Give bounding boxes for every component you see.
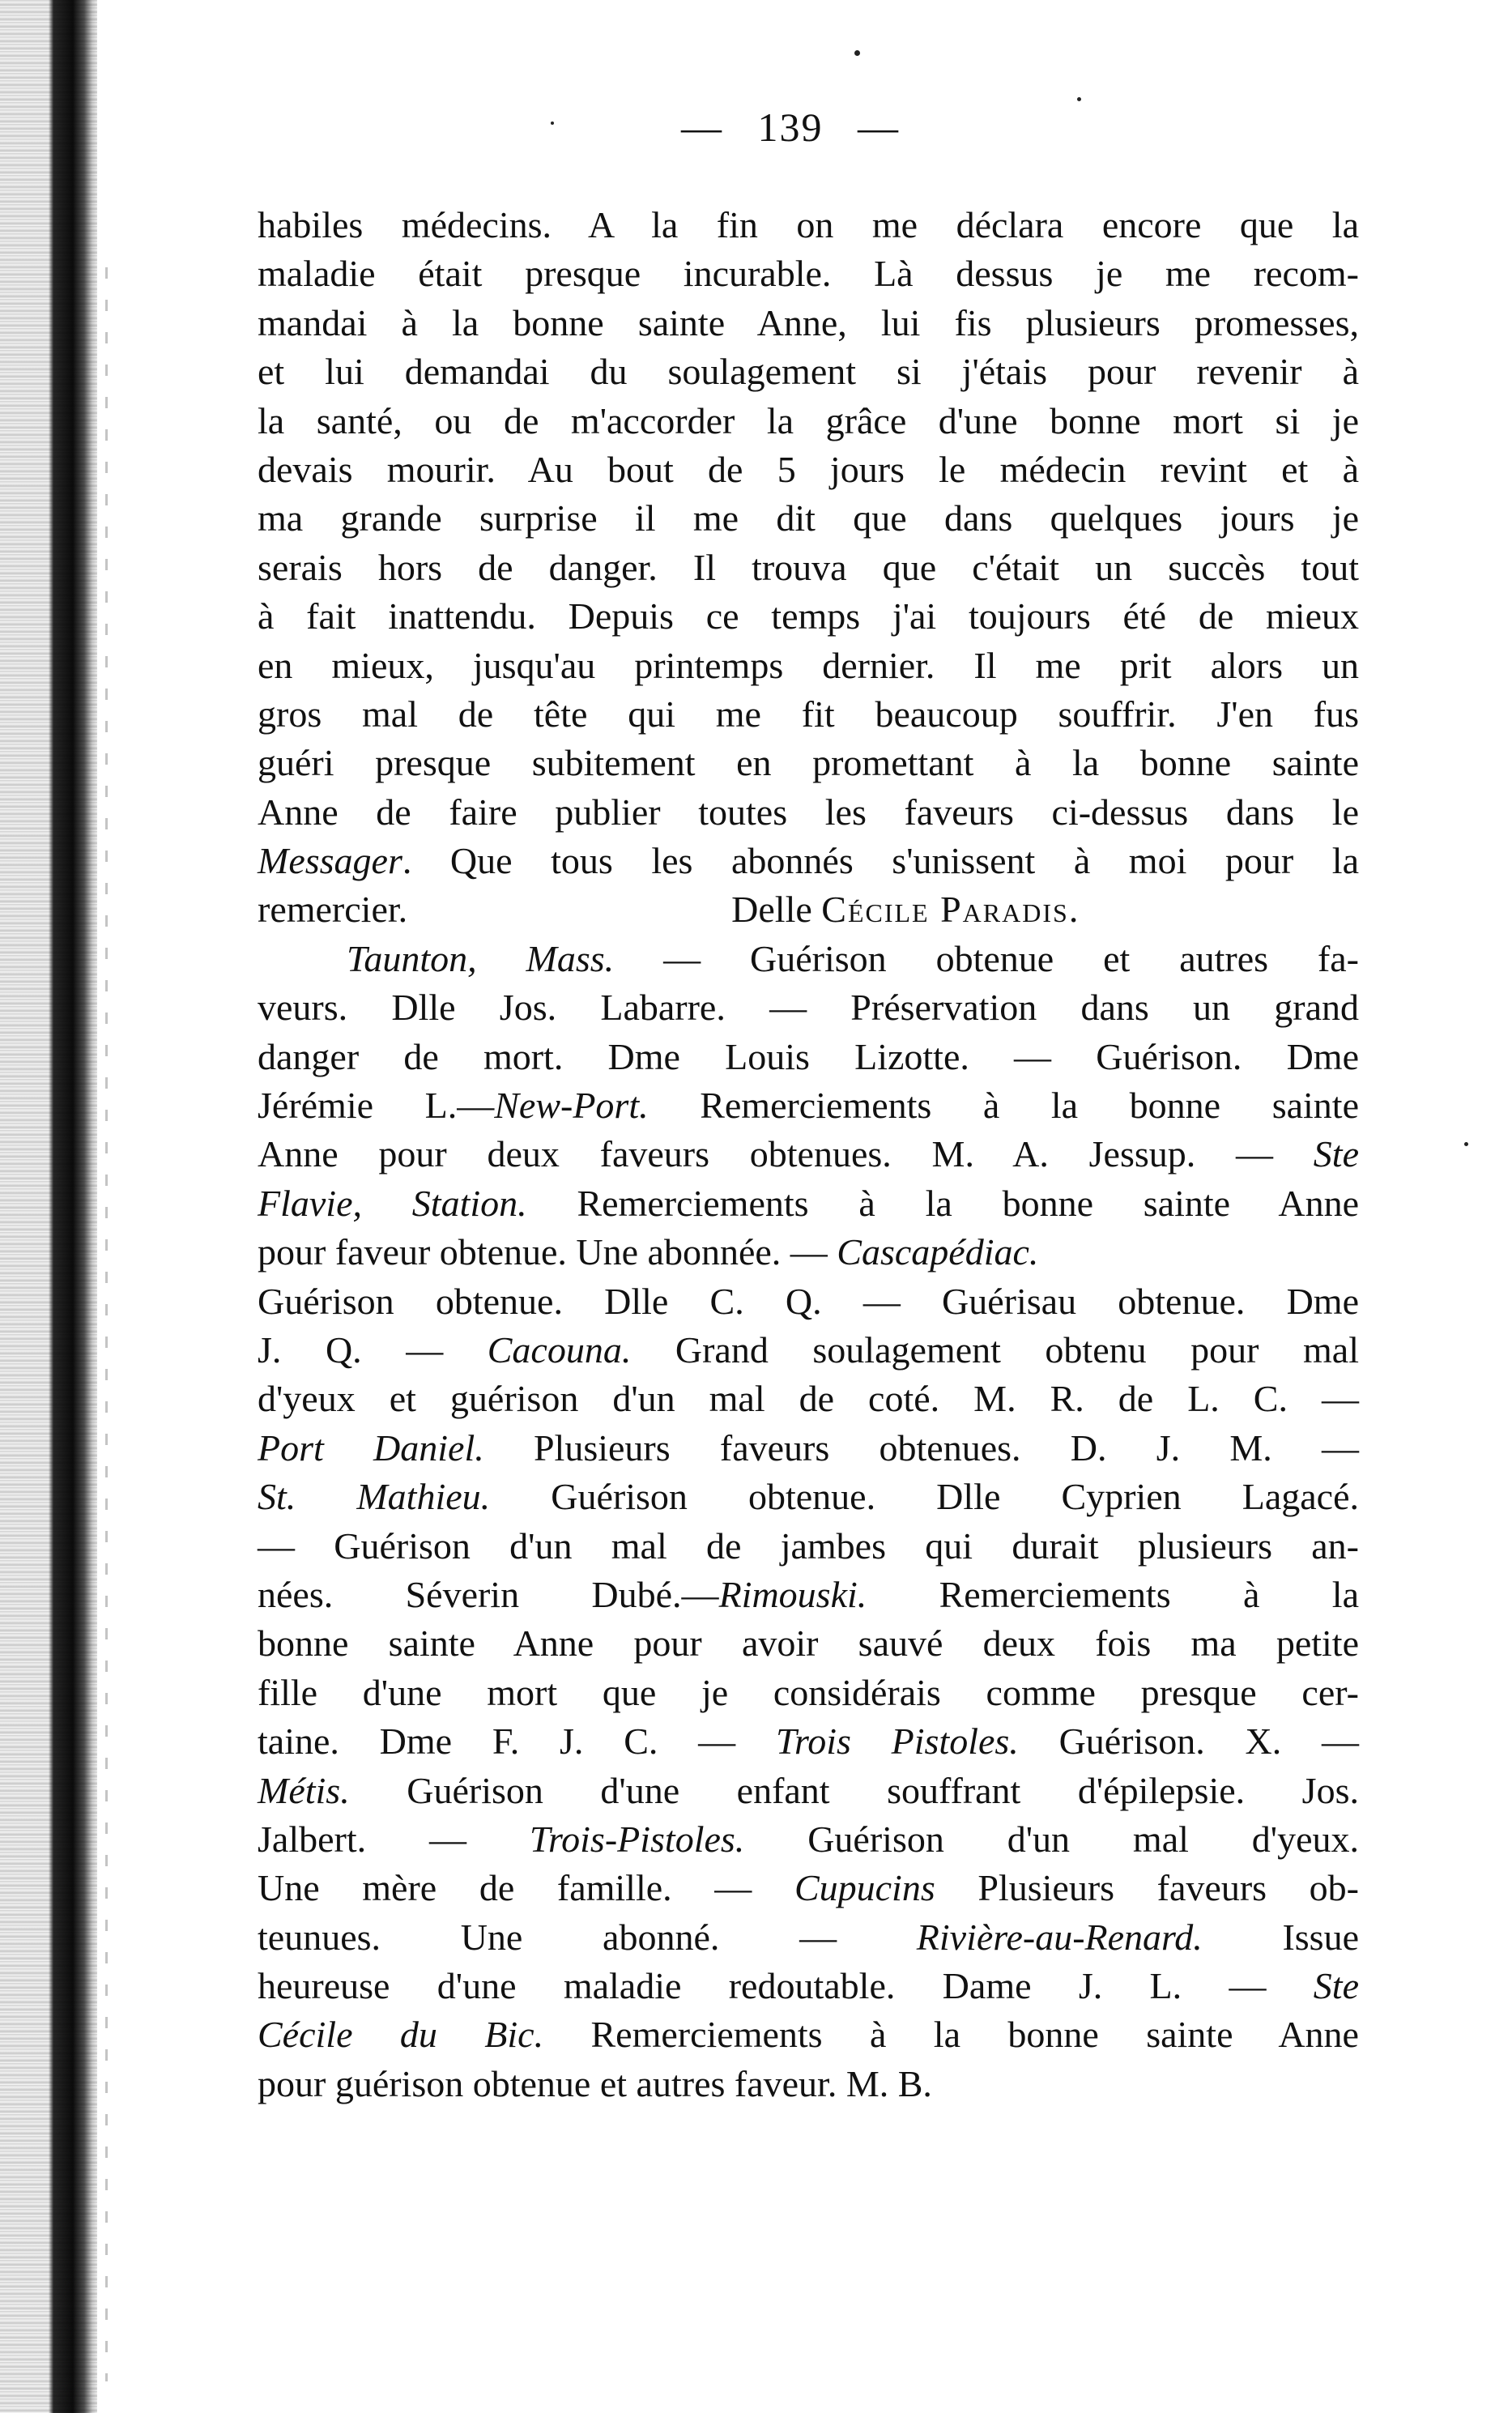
text-line: Jérémie L.—New-Port. Remerciements à la bonne sainte [258,1085,1359,1127]
text-line: devais mourir. Au bout de 5 jours le médecin revint et à [258,448,1359,490]
text-line: Une mère de famille. — Cupucins Plusieurs faveurs ob- [258,1867,1359,1909]
text-line: Jalbert. — Trois-Pistoles. Guérison d'un mal d'yeux. [258,1818,1359,1860]
text-line: Flavie, Station. Remerciements à la bonne sainte Anne [258,1182,1359,1224]
place-name: Cupucins [794,1867,935,1909]
page-number-dash-left: — [681,104,723,150]
text-line: danger de mort. Dme Louis Lizotte. — Guérison. Dme [258,1035,1359,1077]
ink-speck [1077,97,1081,101]
text-line: Métis. Guérison d'une enfant souffrant d'épilepsie. Jos. [258,1769,1359,1811]
text-line: J. Q. — Cacouna. Grand soulagement obtenu pour mal [258,1328,1359,1371]
signature-name: Cécile Paradis [821,889,1069,931]
text-line: maladie était presque incurable. Là dessus je me recom- [258,253,1359,295]
text-line: gros mal de tête qui me fit beaucoup souffrir. J'en fus [258,693,1359,735]
place-name: St. Mathieu. [258,1476,491,1518]
place-name: Trois Pistoles. [775,1720,1019,1763]
ink-speck [1464,1142,1468,1146]
text-line: pour faveur obtenue. Une abonnée. — Cascapédiac. [258,1231,1039,1273]
text-line: fille d'une mort que je considérais comme presque cer- [258,1671,1359,1713]
place-name: Trois-Pistoles. [529,1818,745,1860]
page-number [0,104,1512,151]
text-line: Taunton, Mass. — Guérison obtenue et autres fa- [347,937,1360,979]
place-name: Métis. [258,1769,350,1811]
place-name: Cascapédiac. [837,1231,1039,1273]
text-line: en mieux, jusqu'au printemps dernier. Il me prit alors un [258,644,1359,686]
text-line: et lui demandai du soulagement si j'étais pour revenir à [258,351,1359,393]
place-name: Ste [1313,1133,1359,1175]
page-body-text [258,201,1359,2108]
place-name: Ste [1313,1965,1359,2007]
text-line: habiles médecins. A la fin on me déclara encore que la [258,204,1359,245]
text-line: Cécile du Bic. Remerciements à la bonne sainte Anne [258,2014,1359,2056]
place-name: Taunton, Mass. [347,937,615,979]
text-line: teunues. Une abonné. — Rivière-au-Renard. Issue [258,1916,1359,1958]
page-number-dash-right: — [858,104,900,150]
text-line: Anne de faire publier toutes les faveurs ci-dessus dans le [258,791,1359,833]
place-name: Port Daniel. [258,1426,484,1469]
text-line: d'yeux et guérison d'un mal de coté. M. R. de L. C. — [258,1378,1359,1420]
place-name: Cacouna. [487,1328,632,1371]
place-name: Cécile du Bic. [258,2014,544,2056]
text-line: — Guérison d'un mal de jambes qui durait plusieurs an- [258,1524,1359,1567]
text-line: la santé, ou de m'accorder la grâce d'une bonne mort si je [258,399,1359,441]
text-line-last: pour guérison obtenue et autres faveur. M. B. [258,2062,932,2104]
place-name: Flavie, Station. [258,1182,527,1224]
text-line: bonne sainte Anne pour avoir sauvé deux fois ma petite [258,1622,1359,1665]
place-name: Rimouski. [718,1573,867,1615]
text-line: St. Mathieu. Guérison obtenue. Dlle Cyprien Lagacé. [258,1476,1360,1518]
text-line: Port Daniel. Plusieurs faveurs obtenues. D. J. M. — [258,1426,1359,1469]
text-line: guéri presque subitement en promettant à la bonne sainte [258,742,1359,784]
place-name: New-Port. [494,1085,649,1127]
text-line: serais hors de danger. Il trouva que c'était un succès tout [258,546,1359,588]
book-spine-shadow [0,0,97,2413]
text-line: nées. Séverin Dubé.—Rimouski. Remerciements à la [258,1573,1359,1615]
text-line: taine. Dme F. J. C. — Trois Pistoles. Guérison. X. — [258,1720,1359,1763]
page-edge-mark [105,267,108,2381]
text-line: ma grande surprise il me dit que dans quelques jours je [258,497,1359,539]
place-name: Rivière-au-Renard. [916,1916,1203,1958]
publication-title: Messager [258,840,402,882]
text-line: heureuse d'une maladie redoutable. Dame J. L. — Ste [258,1965,1359,2007]
text-line: à fait inattendu. Depuis ce temps j'ai toujours été de mieux [258,595,1359,637]
text-line-signature: remercier. Delle Cécile Paradis. [258,889,1079,931]
text-line: mandai à la bonne sainte Anne, lui fis plusieurs promesses, [258,301,1359,343]
text-line: Anne pour deux faveurs obtenues. M. A. Jessup. — Ste [258,1133,1359,1175]
page-number-value: 139 [757,104,824,150]
text-line: Messager. Que tous les abonnés s'unissent à moi pour la [258,840,1359,882]
ink-speck [854,50,860,56]
text-line: veurs. Dlle Jos. Labarre. — Préservation dans un grand [258,987,1359,1029]
text-line: Guérison obtenue. Dlle C. Q. — Guérisau obtenue. Dme [258,1280,1359,1322]
